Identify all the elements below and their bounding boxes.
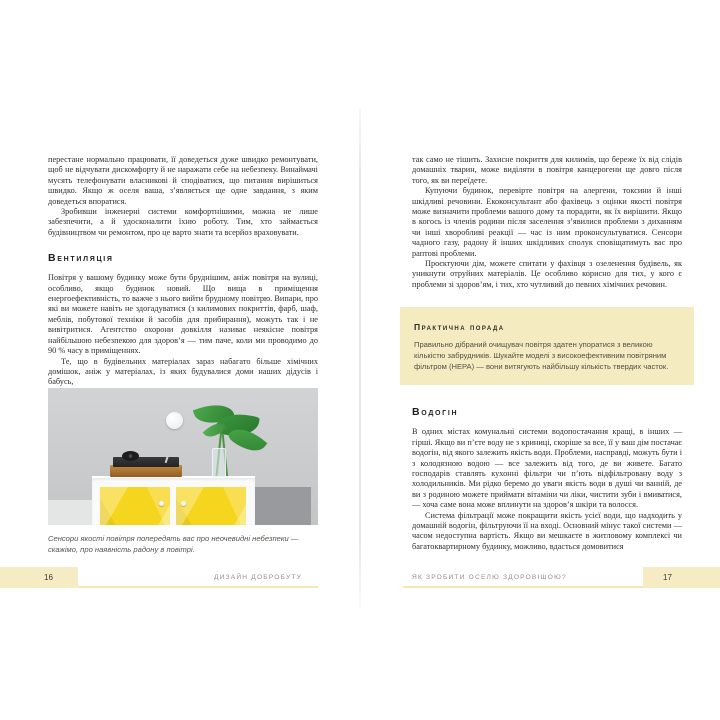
section-heading-water: Водогін — [412, 406, 459, 419]
sideboard — [92, 476, 255, 525]
body-paragraph: Купуючи будинок, перевірте повітря на алергени, токсини й інші шкідливі речовини. Екоконсультант або фахівець з оцінки якості повітря може визначити проблеми вашого дому та порадити, як їх вирішити. Якщо в когось із членів родини після заселення з’явилися проблеми з диханням чи інші хворобливі реакції — час із ним проконсультуватися. Сенсори чадного газу, радону й інших шкідливих сполук сповіщатимуть вас про раптові проблеми. — [412, 186, 682, 258]
body-paragraph: Зробивши інженерні системи комфортнішими, можна не лише забезпечити, а й удосконалити їхню роботу. Тим, хто займається будівництвом чи ремонтом, про це варто знати та всерйоз враховувати. — [48, 207, 318, 237]
body-paragraph: перестане нормально працювати, її доведеться дуже швидко ремонтувати, щоб не відчувати дискомфорту й не наражати себе на небезпеку. Винаймачі мусять телефонувати власникові й сподіватися, що питання вирішиться швидко. Якщо ж оселя ваша, з’являється ще одне завдання, з яким доведеться впоратися. — [48, 155, 318, 206]
air-quality-sensor-disc — [166, 412, 183, 429]
right-page-text-column — [412, 155, 682, 552]
left-page-footer — [0, 567, 318, 588]
page-number: 16 — [0, 567, 78, 588]
interior-photo — [48, 388, 318, 525]
body-paragraph: так само не тішить. Захисне покриття для килимів, що береже їх від слідів домашніх тварин, може виділяти в повітря канцерогени ще довго після того, як ви переїдете. — [412, 155, 682, 185]
photo-side-panel — [48, 500, 92, 525]
photo-caption: Сенсори якості повітря попередять вас про неочевидні небезпеки — скажімо, про наявність радону в повітрі. — [48, 534, 299, 554]
yellow-door — [100, 487, 170, 525]
left-page-text-column — [48, 155, 318, 388]
body-paragraph: Повітря у вашому будинку може бути бруднішим, аніж повітря на вулиці, особливо, якщо будинок новий. Що вища в приміщення енергоефективність, то важче з нього вийти брудному повітрю. Випари, про які ви можете навіть не здогадуватися (з килимових покриттів, фарб, шаф, меблів, побутової техніки й засобів для прибирання), можуть так і не вивітритися. Агентство охорони довкілля називає неякісне повітря найбільшою небезпекою для здоров’я — тим паче, коли ми проводимо до 90 % часу в приміщеннях. — [48, 273, 318, 356]
body-paragraph: В одних містах комунальні системи водопостачання кращі, в інших — гірші. Якщо ви п’єте воду не з криниці, скоріше за все, її у ваш дім постачає водогін, від якого залежить якість води. Проблеми, насправді, можуть бути і з колодязною водою — все залежить від того, де ви живете. Багато господарів ставлять кухонні фільтри чи п’ють відфільтровану воду з холодильників. Ми рідко беремо до уваги якість води в душі чи ванній, де ви з родиною можете приймати вітаміни чи ліки, чистити зуби і вмиватися, — хоча саме вона може вплинути на здоров’я шкіри та волосся. — [412, 427, 682, 510]
section-heading-ventilation: Вентиляція — [48, 252, 114, 265]
tip-title: Практична порада — [414, 322, 505, 333]
photo-shadow-area — [255, 487, 311, 525]
door-knob — [181, 501, 186, 506]
tip-body: Правильно дібраний очищувач повітря здатен упоратися з великою кількістю забрудників. Шукайте моделі з високоефективним повітряним фільтром (HEPA) — вони витягують найбільшу кількість твердих часток. — [414, 340, 669, 372]
page-number: 17 — [643, 567, 720, 588]
body-paragraph: Те, що в будівельних матеріалах зараз набагато більше хімічних домішок, аніж у матеріалах, із яких будувалися доми наших дідусів і бабусь, — [48, 356, 318, 387]
door-knob — [159, 501, 164, 506]
running-title: ДИЗАЙН ДОБРОБУТУ — [213, 574, 302, 581]
running-title: ЯК ЗРОБИТИ ОСЕЛЮ ЗДОРОВІШОЮ? — [412, 574, 567, 581]
vinyl-record — [122, 451, 139, 461]
practical-tip-box — [400, 307, 694, 385]
page-divider — [359, 108, 361, 608]
body-paragraph: Система фільтрації може покращити якість усієї води, що надходить у домашній водогін, фільтруючи її на вході. Основний мінус такої системи — часом недоступна вартість. Якщо ви мешкаєте в житловому комплексі чи багатоквартирному будинку, можливо, вдасться домовитися — [412, 510, 682, 551]
glass-vase — [212, 448, 226, 478]
right-page-footer — [403, 567, 720, 588]
yellow-door — [176, 487, 246, 525]
body-paragraph: Проєктуючи дім, можете спитати у фахівця з озеленення будівель, як уникнути отруйних матеріалів. Це особливо корисно для тих, у кого є проблеми зі здоров’ям, і тих, хто чутливий до певних хімічних речовин. — [412, 259, 682, 289]
